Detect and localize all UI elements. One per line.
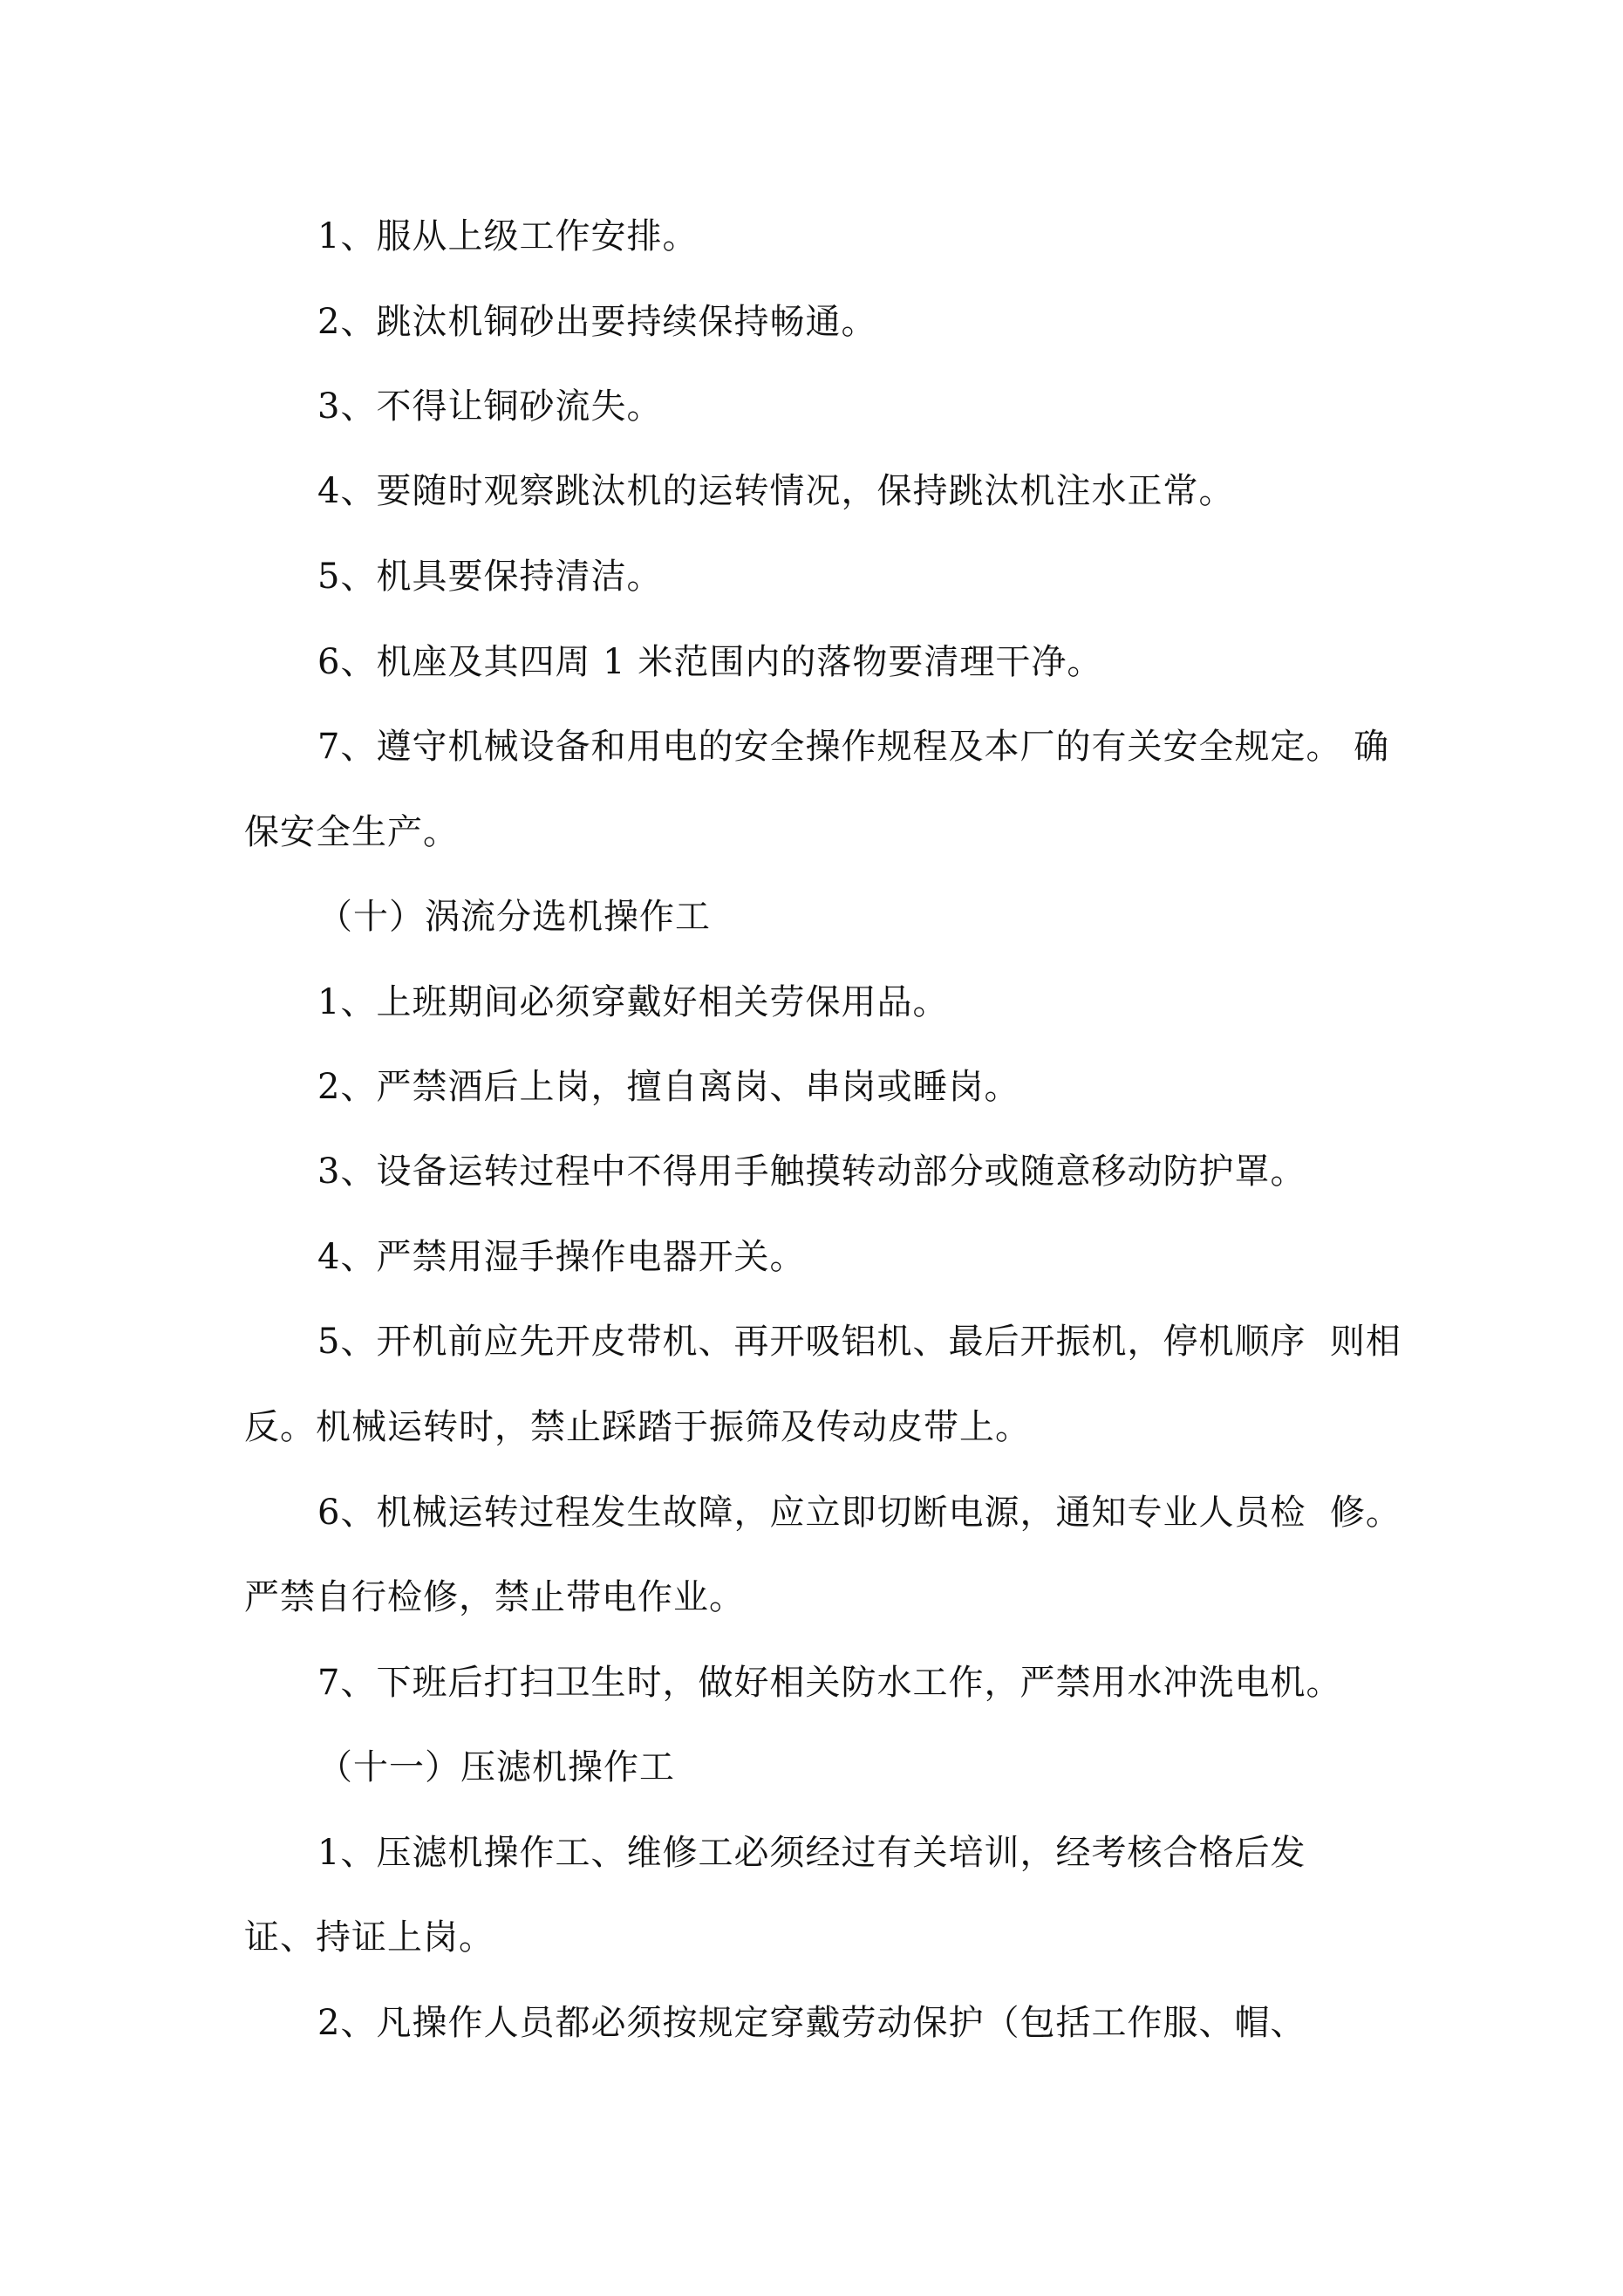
paragraph-line: 反。机械运转时，禁止踩踏于振筛及传动皮带上。 — [244, 1407, 1031, 1447]
paragraph-line: 1、服从上级工作安排。 — [317, 216, 699, 256]
paragraph-line: 2、严禁酒后上岗，擅自离岗、串岗或睡岗。 — [317, 1067, 1020, 1107]
paragraph-line: 6、机械运转过程发生故障，应立即切断电源，通知专业人员检 修。 — [317, 1493, 1401, 1533]
paragraph-line: 保安全生产。 — [244, 812, 459, 852]
paragraph-line: 4、严禁用湿手操作电器开关。 — [317, 1237, 806, 1277]
paragraph-line: 1、上班期间必须穿戴好相关劳保用品。 — [317, 982, 949, 1022]
section-heading: （十一）压滤机操作工 — [317, 1747, 675, 1787]
section-heading: （十）涡流分选机操作工 — [317, 897, 711, 937]
paragraph-line: 严禁自行检修，禁止带电作业。 — [244, 1577, 745, 1617]
paragraph-line: 7、下班后打扫卫生时，做好相关防水工作，严禁用水冲洗电机。 — [317, 1663, 1342, 1703]
paragraph-line: 5、机具要保持清洁。 — [317, 557, 663, 597]
paragraph-line: 3、设备运转过程中不得用手触摸转动部分或随意移动防护罩。 — [317, 1151, 1306, 1192]
paragraph-line: 4、要随时观察跳汰机的运转情况，保持跳汰机注水正常。 — [317, 471, 1235, 511]
paragraph-line: 证、持证上岗。 — [244, 1917, 494, 1958]
paragraph-line: 6、机座及其四周 1 米范围内的落物要清理干净。 — [317, 642, 1103, 682]
paragraph-line: 7、遵守机械设备和用电的安全操作规程及本厂的有关安全规定。 确 — [317, 727, 1390, 767]
paragraph-line: 2、凡操作人员都必须按规定穿戴劳动保护（包括工作服、帽、 — [317, 2003, 1306, 2043]
paragraph-line: 5、开机前应先开皮带机、再开吸铝机、最后开振机，停机顺序 则相 — [317, 1322, 1401, 1362]
paragraph-line: 3、不得让铜砂流失。 — [317, 386, 663, 427]
paragraph-line: 2、跳汰机铜砂出要持续保持畅通。 — [317, 302, 877, 342]
paragraph-line: 1、压滤机操作工、维修工必须经过有关培训，经考核合格后发 — [317, 1833, 1306, 1873]
